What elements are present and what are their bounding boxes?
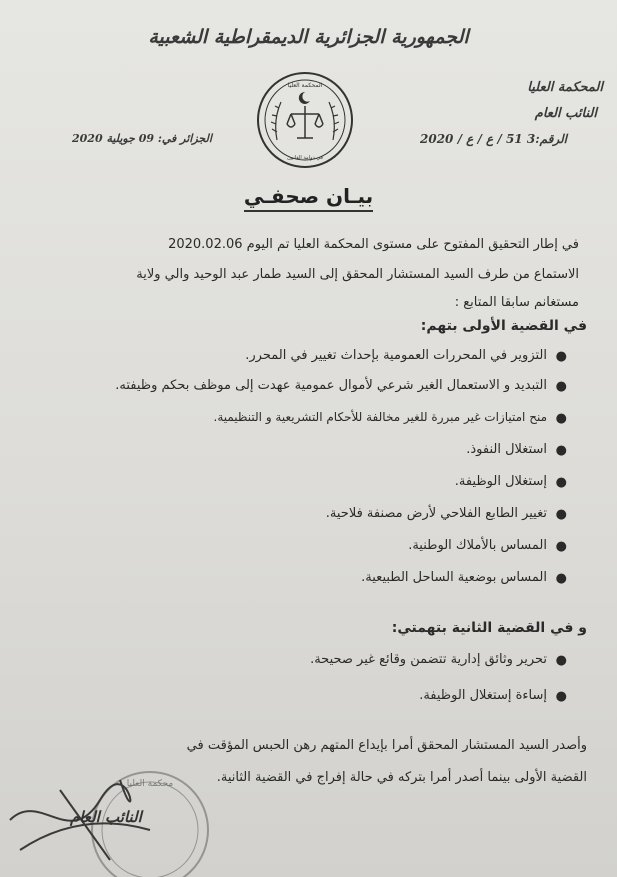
case1-charge-6: تغيير الطابع الفلاحي لأرض مصنفة فلاحية. bbox=[325, 506, 547, 521]
stamp-text: محكمة العليا bbox=[126, 779, 174, 789]
case1-charge-5: إستغلال الوظيفة. bbox=[454, 474, 547, 489]
list-item bbox=[115, 378, 567, 394]
bullet-icon: ● bbox=[555, 411, 567, 426]
court-name: المحكمة العليا bbox=[527, 80, 603, 95]
case1-charge-1: التزوير في المحررات العمومية بإحداث تغيير في المحرر. bbox=[245, 348, 547, 363]
list-item bbox=[213, 410, 567, 426]
bullet-icon: ● bbox=[555, 443, 567, 458]
list-item bbox=[325, 506, 567, 522]
bullet-icon: ● bbox=[555, 507, 567, 522]
bullet-icon: ● bbox=[555, 689, 567, 704]
seal-top-text: المحكمة العليا bbox=[287, 82, 323, 89]
intro-line-3: مستغانم سابقا المتابع : bbox=[454, 295, 579, 310]
case1-charge-8: المساس بوضعية الساحل الطبيعية. bbox=[361, 570, 547, 585]
case1-charge-2: التبديد و الاستعمال الغير شرعي لأموال عمومية عهدت إلى موظف بحكم وظيفته. bbox=[115, 378, 547, 393]
prosecutor-office: النائب العام bbox=[534, 106, 597, 121]
case2-heading: و في القضية الثانية بتهمتي: bbox=[391, 620, 587, 636]
case2-charge-2: إساءة إستغلال الوظيفة. bbox=[419, 688, 547, 703]
bullet-icon: ● bbox=[555, 539, 567, 554]
case1-charge-3: منح امتيازات غير مبررة للغير مخالفة للأحكام التشريعية و التنظيمية. bbox=[213, 410, 547, 424]
bullet-icon: ● bbox=[555, 475, 567, 490]
case2-charge-1: تحرير وثائق إدارية تتضمن وقائع غير صحيحة. bbox=[310, 652, 547, 667]
document-title bbox=[0, 184, 617, 208]
intro-line-2: الاستماع من طرف السيد المستشار المحقق إلى السيد طمار عبد الوحيد والي ولاية bbox=[136, 267, 579, 282]
list-item bbox=[310, 652, 567, 668]
list-item bbox=[361, 570, 567, 586]
list-item bbox=[454, 474, 567, 490]
seal-bottom-text: في دوامة القانون bbox=[287, 155, 323, 161]
republic-header: الجمهورية الجزائرية الديمقراطية الشعبية bbox=[148, 26, 469, 48]
title-text: بيـان صحفـي bbox=[244, 184, 373, 212]
bullet-icon: ● bbox=[555, 349, 567, 364]
closing-line-2: القضية الأولى بينما أصدر أمرا بتركه في حالة إفراج في القضية الثانية. bbox=[216, 770, 587, 785]
intro-line-1: في إطار التحقيق المفتوح على مستوى المحكمة العليا تم اليوم 2020.02.06 bbox=[168, 237, 579, 252]
closing-line-1: وأصدر السيد المستشار المحقق أمرا بإيداع المتهم رهن الحبس المؤقت في bbox=[186, 738, 587, 753]
bullet-icon: ● bbox=[555, 571, 567, 586]
bullet-icon: ● bbox=[555, 653, 567, 668]
bullet-icon: ● bbox=[555, 379, 567, 394]
reference-number: الرقم:3 51 / ع / ع / 2020 bbox=[420, 132, 567, 146]
case1-charge-4: استغلال النفوذ. bbox=[466, 442, 547, 457]
list-item bbox=[408, 538, 567, 554]
list-item bbox=[245, 348, 567, 364]
place-date: الجزائر في: 09 جويلية 2020 bbox=[72, 132, 212, 145]
list-item bbox=[419, 688, 567, 704]
case1-heading: في القضية الأولى بتهم: bbox=[420, 318, 587, 334]
list-item bbox=[466, 442, 567, 458]
signature-title: النائب العام bbox=[70, 808, 142, 826]
court-seal-icon bbox=[255, 70, 355, 170]
case1-charge-7: المساس بالأملاك الوطنية. bbox=[408, 538, 547, 553]
